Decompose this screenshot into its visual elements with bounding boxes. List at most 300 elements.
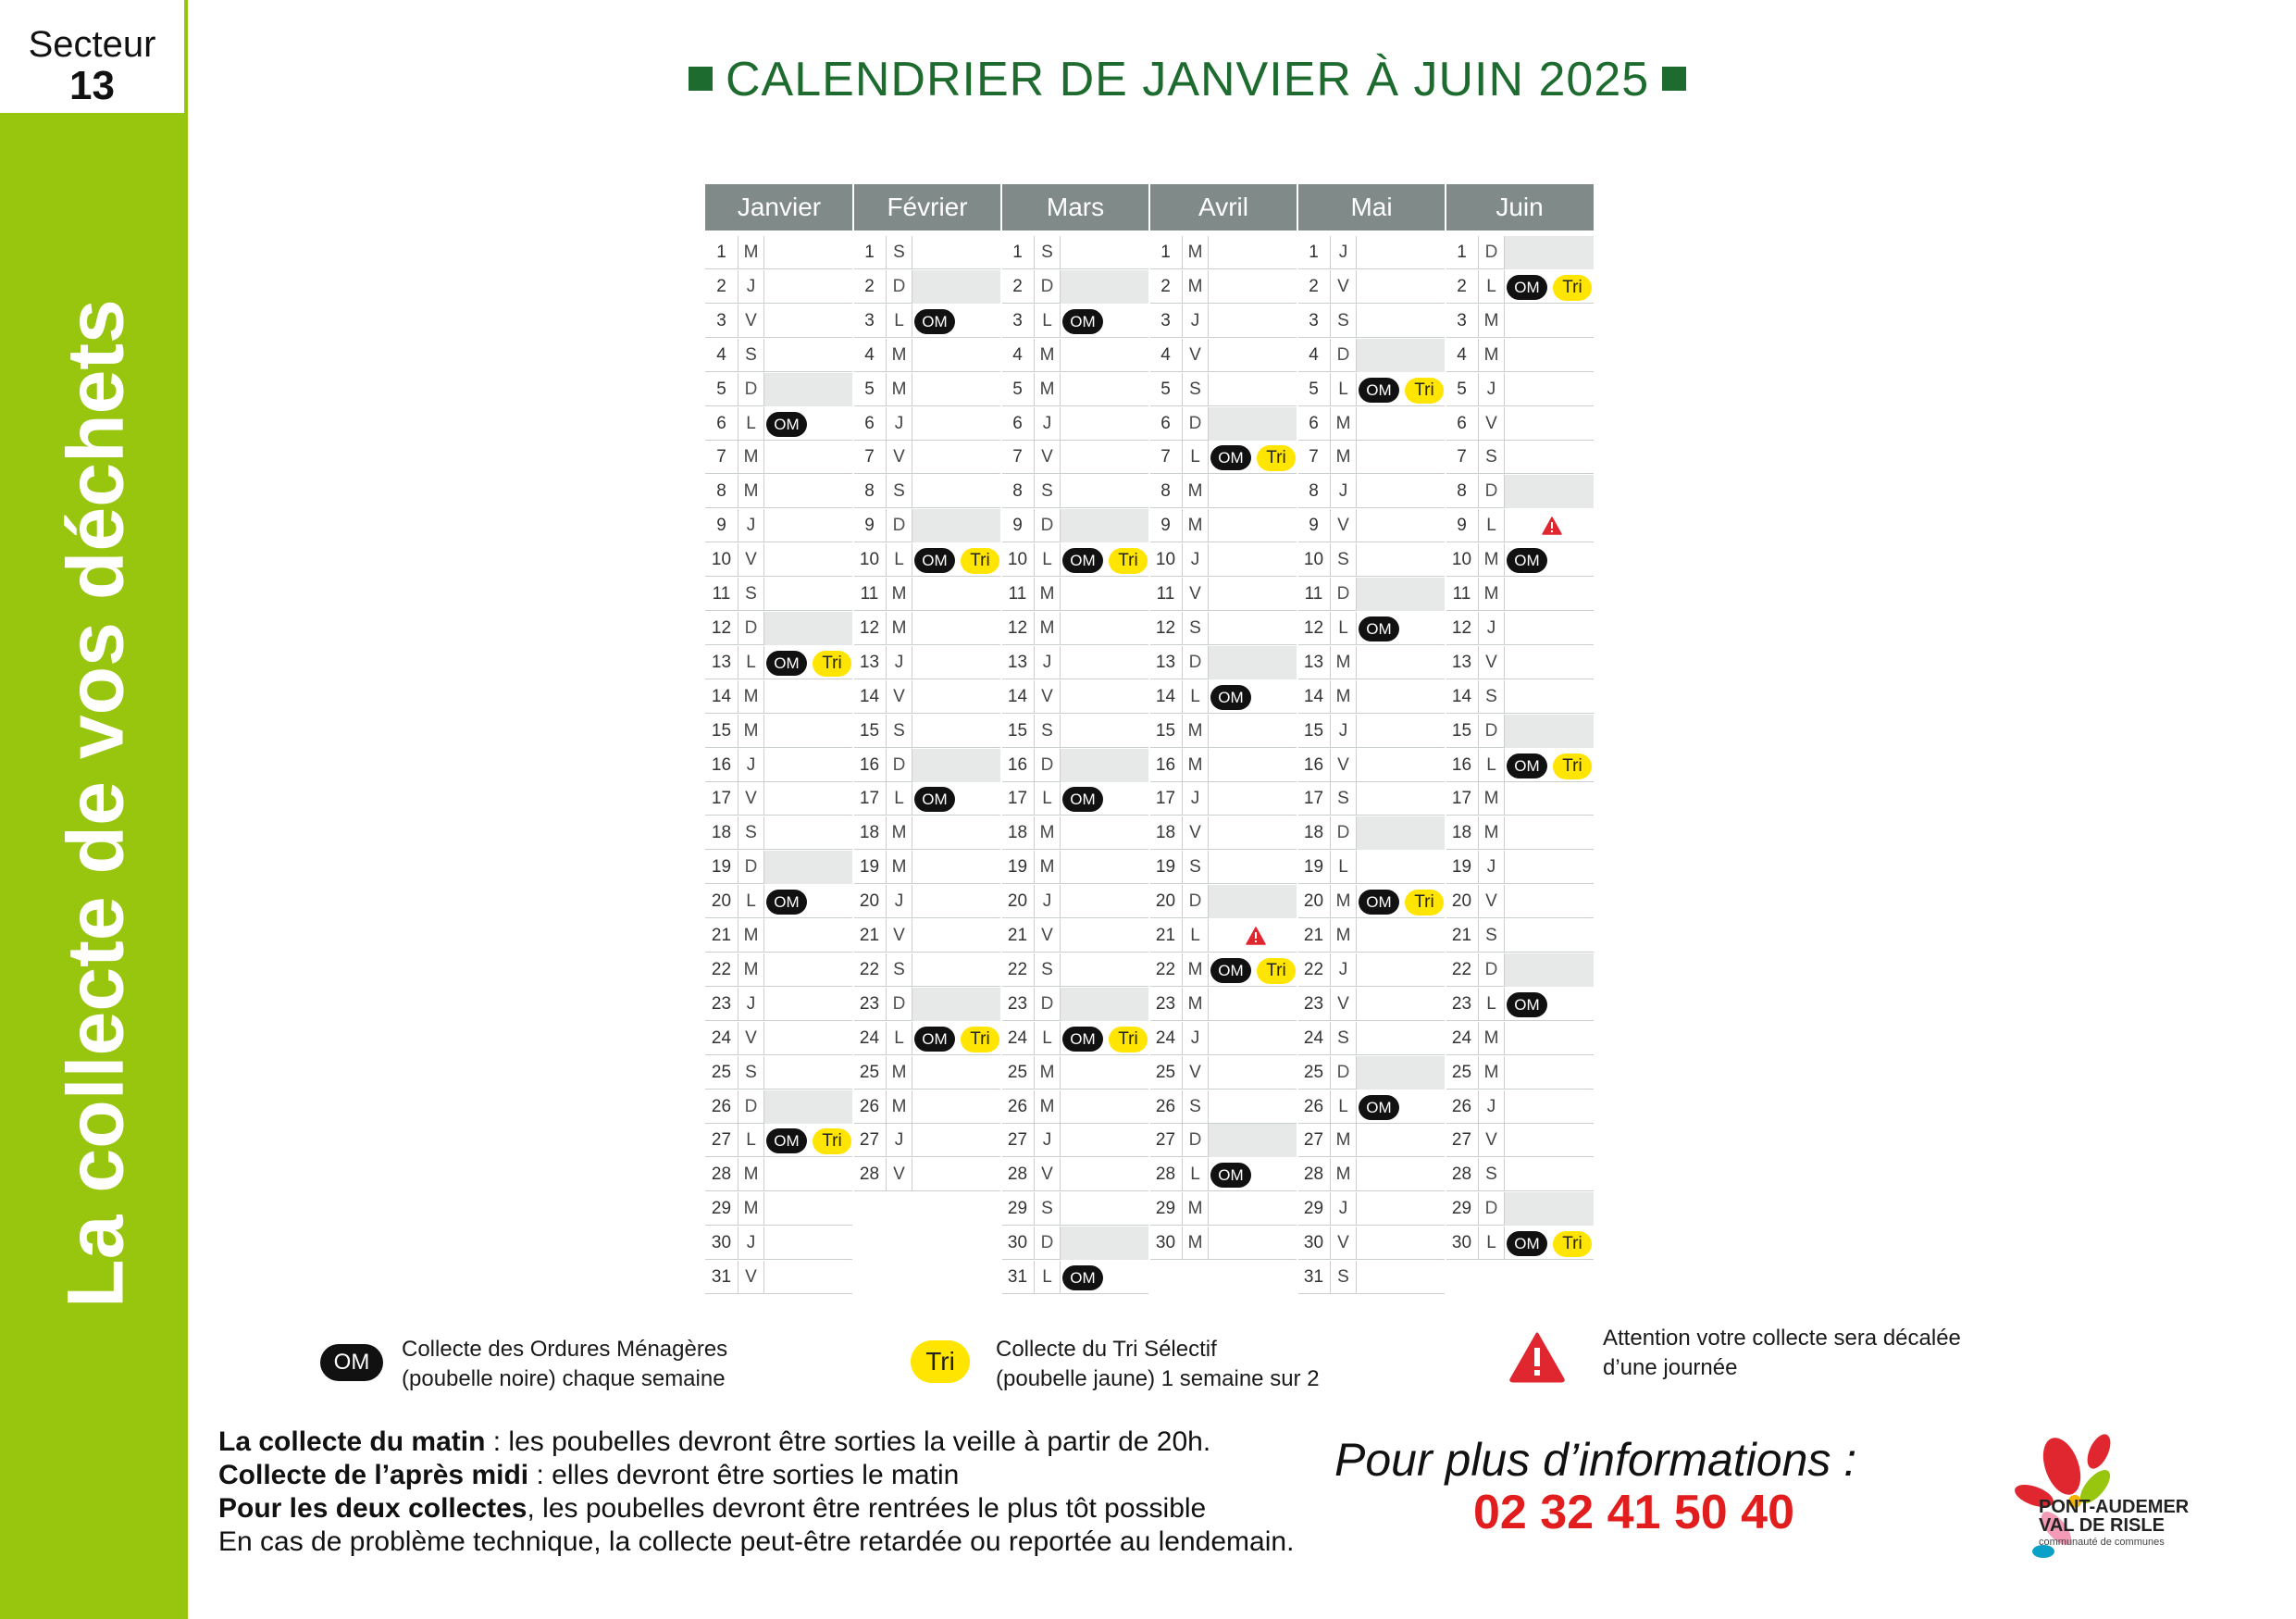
weekday-letter: L xyxy=(1479,1227,1505,1260)
calendar-day xyxy=(1446,1090,1594,1124)
day-number: 27 xyxy=(1001,1124,1035,1157)
calendar-day xyxy=(853,543,1001,577)
day-number: 27 xyxy=(853,1124,887,1157)
day-number: 26 xyxy=(1149,1090,1183,1124)
weekday-letter: V xyxy=(738,305,764,338)
day-number: 4 xyxy=(1149,339,1183,372)
day-number: 26 xyxy=(1446,1090,1479,1124)
om-badge: OM xyxy=(1359,1095,1399,1120)
collection-slot xyxy=(764,1227,853,1260)
legend-warn-line2: d’une journée xyxy=(1603,1355,1738,1380)
calendar-day xyxy=(705,680,853,714)
collection-slot xyxy=(1209,236,1297,269)
weekday-letter: L xyxy=(738,646,764,679)
calendar-day xyxy=(853,816,1001,850)
day-number: 13 xyxy=(853,646,887,679)
collection-slot xyxy=(1505,1124,1594,1157)
day-number: 13 xyxy=(1446,646,1479,679)
calendar-day xyxy=(705,1192,853,1226)
collection-slot xyxy=(912,885,1001,918)
weekday-letter: M xyxy=(1035,816,1061,850)
day-number: 5 xyxy=(1297,373,1331,406)
collection-slot xyxy=(1061,543,1149,577)
square-bullet-icon xyxy=(689,67,713,91)
day-number: 22 xyxy=(705,953,738,987)
day-number: 5 xyxy=(1446,373,1479,406)
column-separator xyxy=(852,184,854,1295)
day-number: 8 xyxy=(853,475,887,508)
collection-slot xyxy=(1209,509,1297,542)
day-number: 11 xyxy=(853,578,887,611)
collection-slot xyxy=(1061,1022,1149,1055)
day-number: 4 xyxy=(705,339,738,372)
calendar-day xyxy=(1001,749,1149,782)
om-badge: OM xyxy=(1507,1231,1547,1256)
weekday-letter: J xyxy=(1479,373,1505,406)
day-number: 31 xyxy=(1001,1261,1035,1294)
day-number: 5 xyxy=(1149,373,1183,406)
collection-slot xyxy=(1357,543,1446,577)
day-number: 20 xyxy=(1446,885,1479,918)
tri-badge: Tri xyxy=(1257,958,1296,984)
day-number: 1 xyxy=(1446,236,1479,269)
collection-slot xyxy=(1357,988,1446,1021)
day-number: 18 xyxy=(1446,816,1479,850)
day-number: 29 xyxy=(1446,1192,1479,1226)
collection-slot xyxy=(1061,988,1149,1021)
day-number: 2 xyxy=(705,270,738,304)
weekday-letter: M xyxy=(738,1158,764,1191)
calendar-day xyxy=(705,543,853,577)
collection-slot xyxy=(1209,749,1297,782)
calendar-day xyxy=(1001,441,1149,474)
collection-slot xyxy=(1061,1090,1149,1124)
day-number: 3 xyxy=(853,305,887,338)
calendar-day xyxy=(853,953,1001,987)
day-number: 1 xyxy=(705,236,738,269)
calendar-day xyxy=(1001,236,1149,269)
calendar-day xyxy=(1446,851,1594,884)
calendar-day xyxy=(853,270,1001,304)
day-number: 6 xyxy=(705,407,738,441)
calendar-day xyxy=(1001,1261,1149,1294)
day-number: 19 xyxy=(1297,851,1331,884)
month-header: Mai xyxy=(1297,184,1446,230)
weekday-letter: S xyxy=(1183,373,1209,406)
weekday-letter: V xyxy=(887,441,912,474)
calendar-day xyxy=(705,851,853,884)
calendar-day xyxy=(705,270,853,304)
collection-slot xyxy=(764,816,853,850)
calendar-day xyxy=(1297,1056,1446,1090)
calendar-day xyxy=(1149,612,1297,645)
logo-line-1: PONT-AUDEMER xyxy=(2039,1497,2190,1517)
weekday-letter: J xyxy=(1035,407,1061,441)
weekday-letter: S xyxy=(1183,1090,1209,1124)
calendar-day xyxy=(1297,475,1446,508)
weekday-letter: L xyxy=(887,543,912,577)
day-number: 20 xyxy=(705,885,738,918)
calendar-day xyxy=(1446,373,1594,406)
om-badge: OM xyxy=(1359,616,1399,641)
weekday-letter: V xyxy=(1035,1158,1061,1191)
day-number: 30 xyxy=(1001,1227,1035,1260)
day-number: 21 xyxy=(853,919,887,953)
month-header: Juin xyxy=(1446,184,1594,230)
day-number: 24 xyxy=(1001,1022,1035,1055)
day-number: 17 xyxy=(1297,782,1331,816)
weekday-letter: L xyxy=(1331,851,1357,884)
tri-badge: Tri xyxy=(1109,1027,1148,1052)
weekday-letter: M xyxy=(738,1192,764,1226)
weekday-letter: V xyxy=(1183,578,1209,611)
day-number: 23 xyxy=(1001,988,1035,1021)
collection-slot xyxy=(1209,646,1297,679)
collection-slot xyxy=(1209,1022,1297,1055)
collection-slot xyxy=(764,305,853,338)
weekday-letter: M xyxy=(1331,680,1357,714)
calendar-day xyxy=(1149,236,1297,269)
calendar-day xyxy=(1001,680,1149,714)
tri-badge: Tri xyxy=(813,651,851,677)
day-number: 5 xyxy=(705,373,738,406)
collection-slot xyxy=(1357,407,1446,441)
weekday-letter: L xyxy=(1479,270,1505,304)
day-number: 1 xyxy=(1001,236,1035,269)
weekday-letter: J xyxy=(1035,1124,1061,1157)
collection-slot xyxy=(1357,1090,1446,1124)
collection-slot xyxy=(1505,988,1594,1021)
weekday-letter: D xyxy=(1331,339,1357,372)
day-number: 23 xyxy=(1297,988,1331,1021)
day-number: 5 xyxy=(1001,373,1035,406)
day-number: 26 xyxy=(1297,1090,1331,1124)
day-number: 7 xyxy=(705,441,738,474)
day-number: 14 xyxy=(853,680,887,714)
note-1-bold: La collecte du matin xyxy=(218,1426,486,1457)
weekday-letter: V xyxy=(887,919,912,953)
warning-icon xyxy=(1508,1331,1566,1383)
calendar-day xyxy=(1297,816,1446,850)
weekday-letter: D xyxy=(1035,749,1061,782)
calendar-day xyxy=(853,1022,1001,1055)
day-number: 16 xyxy=(705,749,738,782)
day-number: 20 xyxy=(1149,885,1183,918)
day-number: 22 xyxy=(853,953,887,987)
day-number: 7 xyxy=(1446,441,1479,474)
column-separator xyxy=(1148,184,1150,1295)
collection-slot xyxy=(1209,919,1297,953)
calendar-day xyxy=(705,816,853,850)
day-number: 9 xyxy=(1149,509,1183,542)
collection-slot xyxy=(1209,988,1297,1021)
day-number: 15 xyxy=(1297,715,1331,748)
calendar-day xyxy=(1297,988,1446,1021)
calendar-day xyxy=(1446,612,1594,645)
calendar-day xyxy=(1297,1022,1446,1055)
collection-slot xyxy=(1505,407,1594,441)
day-number: 10 xyxy=(705,543,738,577)
day-number: 20 xyxy=(853,885,887,918)
day-number: 10 xyxy=(1001,543,1035,577)
column-separator xyxy=(1297,184,1298,1295)
day-number: 6 xyxy=(1297,407,1331,441)
calendar-day xyxy=(705,578,853,611)
day-number: 20 xyxy=(1297,885,1331,918)
calendar-day xyxy=(1446,715,1594,748)
collection-slot xyxy=(1061,509,1149,542)
weekday-letter: D xyxy=(1035,270,1061,304)
collection-slot xyxy=(1061,578,1149,611)
collection-slot xyxy=(912,988,1001,1021)
collection-slot xyxy=(1209,816,1297,850)
collection-slot xyxy=(1209,1158,1297,1191)
collection-slot xyxy=(1505,578,1594,611)
weekday-letter: J xyxy=(1331,236,1357,269)
calendar-day xyxy=(1297,919,1446,953)
day-number: 20 xyxy=(1001,885,1035,918)
collection-slot xyxy=(1209,885,1297,918)
collection-slot xyxy=(1505,646,1594,679)
collection-slot xyxy=(912,339,1001,372)
collection-slot xyxy=(912,1056,1001,1090)
tri-badge: Tri xyxy=(1553,275,1592,301)
weekday-letter: D xyxy=(1035,509,1061,542)
calendar-day xyxy=(853,339,1001,372)
day-number: 23 xyxy=(705,988,738,1021)
note-1-text: : les poubelles devront être sorties la veille à partir de 20h. xyxy=(485,1426,1211,1457)
collection-notes xyxy=(218,1426,1294,1559)
tri-badge: Tri xyxy=(961,1027,999,1052)
day-number: 28 xyxy=(705,1158,738,1191)
collection-slot xyxy=(1209,782,1297,816)
day-number: 15 xyxy=(1446,715,1479,748)
weekday-letter: S xyxy=(1035,475,1061,508)
weekday-letter: M xyxy=(1479,339,1505,372)
collection-slot xyxy=(764,885,853,918)
weekday-letter: S xyxy=(887,953,912,987)
collection-slot xyxy=(1209,1090,1297,1124)
day-number: 22 xyxy=(1446,953,1479,987)
calendar-day xyxy=(1446,1022,1594,1055)
weekday-letter: L xyxy=(738,407,764,441)
collection-slot xyxy=(912,475,1001,508)
collection-slot xyxy=(1061,236,1149,269)
weekday-letter: V xyxy=(1479,885,1505,918)
weekday-letter: M xyxy=(1479,578,1505,611)
weekday-letter: D xyxy=(738,1090,764,1124)
weekday-letter: M xyxy=(1479,305,1505,338)
om-badge: OM xyxy=(1359,378,1399,403)
day-number: 9 xyxy=(1446,509,1479,542)
calendar-day xyxy=(1149,1056,1297,1090)
weekday-letter: M xyxy=(738,953,764,987)
info-phone: 02 32 41 50 40 xyxy=(1473,1486,1794,1539)
collection-slot xyxy=(764,1056,853,1090)
day-number: 30 xyxy=(705,1227,738,1260)
sector-box xyxy=(0,0,188,113)
weekday-letter: J xyxy=(1331,953,1357,987)
collection-slot xyxy=(764,475,853,508)
calendar-day xyxy=(705,1124,853,1157)
weekday-letter: L xyxy=(738,885,764,918)
weekday-letter: S xyxy=(1331,543,1357,577)
weekday-letter: M xyxy=(1479,1056,1505,1090)
day-number: 17 xyxy=(1446,782,1479,816)
day-number: 21 xyxy=(1149,919,1183,953)
day-number: 8 xyxy=(1297,475,1331,508)
day-number: 16 xyxy=(1149,749,1183,782)
collection-slot xyxy=(1209,1192,1297,1226)
om-badge: OM xyxy=(1062,787,1103,812)
calendar-day xyxy=(1446,339,1594,372)
calendar-day xyxy=(1297,1158,1446,1191)
day-number: 28 xyxy=(1446,1158,1479,1191)
calendar-day xyxy=(1446,305,1594,338)
collection-slot xyxy=(1505,1227,1594,1260)
calendar-day xyxy=(853,441,1001,474)
day-number: 4 xyxy=(1001,339,1035,372)
weekday-letter: L xyxy=(887,782,912,816)
calendar-day xyxy=(1001,885,1149,918)
collection-slot xyxy=(1061,1261,1149,1294)
collection-slot xyxy=(1357,816,1446,850)
collection-slot xyxy=(1061,851,1149,884)
collection-slot xyxy=(1209,1124,1297,1157)
weekday-letter: S xyxy=(887,236,912,269)
sector-label: Secteur xyxy=(28,24,156,65)
weekday-letter: J xyxy=(1183,782,1209,816)
collection-slot xyxy=(764,1124,853,1157)
calendar-day xyxy=(1001,305,1149,338)
weekday-letter: M xyxy=(738,441,764,474)
day-number: 3 xyxy=(1001,305,1035,338)
collection-slot xyxy=(764,680,853,714)
day-number: 3 xyxy=(1149,305,1183,338)
day-number: 10 xyxy=(1149,543,1183,577)
calendar-day xyxy=(1297,680,1446,714)
om-badge: OM xyxy=(914,309,955,334)
weekday-letter: M xyxy=(738,680,764,714)
collection-slot xyxy=(1505,919,1594,953)
weekday-letter: J xyxy=(738,988,764,1021)
calendar-day xyxy=(1297,646,1446,679)
day-number: 11 xyxy=(1001,578,1035,611)
weekday-letter: D xyxy=(738,612,764,645)
day-number: 22 xyxy=(1297,953,1331,987)
collection-slot xyxy=(1061,475,1149,508)
day-number: 21 xyxy=(705,919,738,953)
weekday-letter: V xyxy=(887,1158,912,1191)
weekday-letter: D xyxy=(1331,816,1357,850)
om-badge: OM xyxy=(1210,445,1251,470)
weekday-letter: D xyxy=(1479,715,1505,748)
calendar-day xyxy=(1446,1227,1594,1260)
legend-om-line2: (poubelle noire) chaque semaine xyxy=(402,1366,726,1391)
day-number: 25 xyxy=(1446,1056,1479,1090)
collection-slot xyxy=(1209,475,1297,508)
calendar-day xyxy=(1297,509,1446,542)
collection-slot xyxy=(1209,680,1297,714)
collection-slot xyxy=(1505,612,1594,645)
weekday-letter: S xyxy=(1183,612,1209,645)
weekday-letter: L xyxy=(1183,1158,1209,1191)
collection-slot xyxy=(1061,782,1149,816)
calendar-day xyxy=(1446,407,1594,441)
day-number: 15 xyxy=(1001,715,1035,748)
weekday-letter: M xyxy=(887,1056,912,1090)
calendar-day xyxy=(1446,680,1594,714)
om-badge: OM xyxy=(766,890,807,915)
day-number: 30 xyxy=(1446,1227,1479,1260)
collection-slot xyxy=(1357,612,1446,645)
collection-slot xyxy=(1209,578,1297,611)
tri-badge: Tri xyxy=(813,1128,851,1154)
calendar-day xyxy=(705,646,853,679)
calendar-day xyxy=(1149,270,1297,304)
day-number: 11 xyxy=(1149,578,1183,611)
calendar-day xyxy=(705,1261,853,1294)
calendar-day xyxy=(1149,475,1297,508)
weekday-letter: D xyxy=(887,270,912,304)
weekday-letter: S xyxy=(1331,1261,1357,1294)
tri-badge: Tri xyxy=(961,548,999,574)
day-number: 2 xyxy=(1297,270,1331,304)
weekday-letter: L xyxy=(1035,782,1061,816)
day-number: 22 xyxy=(1149,953,1183,987)
collection-slot xyxy=(1505,475,1594,508)
collection-slot xyxy=(1357,1158,1446,1191)
column-separator xyxy=(1000,184,1002,1295)
day-number: 19 xyxy=(1001,851,1035,884)
day-number: 27 xyxy=(1149,1124,1183,1157)
calendar-day xyxy=(705,885,853,918)
weekday-letter: J xyxy=(1035,885,1061,918)
calendar-day xyxy=(1446,646,1594,679)
day-number: 23 xyxy=(853,988,887,1021)
weekday-letter: D xyxy=(1331,578,1357,611)
calendar-day xyxy=(1446,1124,1594,1157)
day-number: 29 xyxy=(705,1192,738,1226)
weekday-letter: J xyxy=(1331,475,1357,508)
month-header: Février xyxy=(853,184,1001,230)
weekday-letter: L xyxy=(1183,919,1209,953)
day-number: 11 xyxy=(705,578,738,611)
collection-slot xyxy=(912,816,1001,850)
weekday-letter: S xyxy=(1331,782,1357,816)
weekday-letter: L xyxy=(1035,305,1061,338)
collection-slot xyxy=(1505,749,1594,782)
om-badge: OM xyxy=(1062,548,1103,573)
logo-subtitle: communauté de communes xyxy=(2039,1537,2165,1548)
day-number: 30 xyxy=(1297,1227,1331,1260)
day-number: 7 xyxy=(1297,441,1331,474)
collection-slot xyxy=(1209,715,1297,748)
calendar-day xyxy=(1149,578,1297,611)
calendar-day xyxy=(1297,715,1446,748)
legend-tri-badge: Tri xyxy=(911,1340,970,1383)
collection-slot xyxy=(1061,919,1149,953)
weekday-letter: S xyxy=(1035,236,1061,269)
weekday-letter: V xyxy=(1183,1056,1209,1090)
day-number: 14 xyxy=(1297,680,1331,714)
collection-slot xyxy=(912,715,1001,748)
collection-slot xyxy=(1357,1056,1446,1090)
calendar-day xyxy=(1001,1056,1149,1090)
calendar-day xyxy=(1149,1124,1297,1157)
collection-slot xyxy=(912,612,1001,645)
calendar-day xyxy=(1001,1124,1149,1157)
